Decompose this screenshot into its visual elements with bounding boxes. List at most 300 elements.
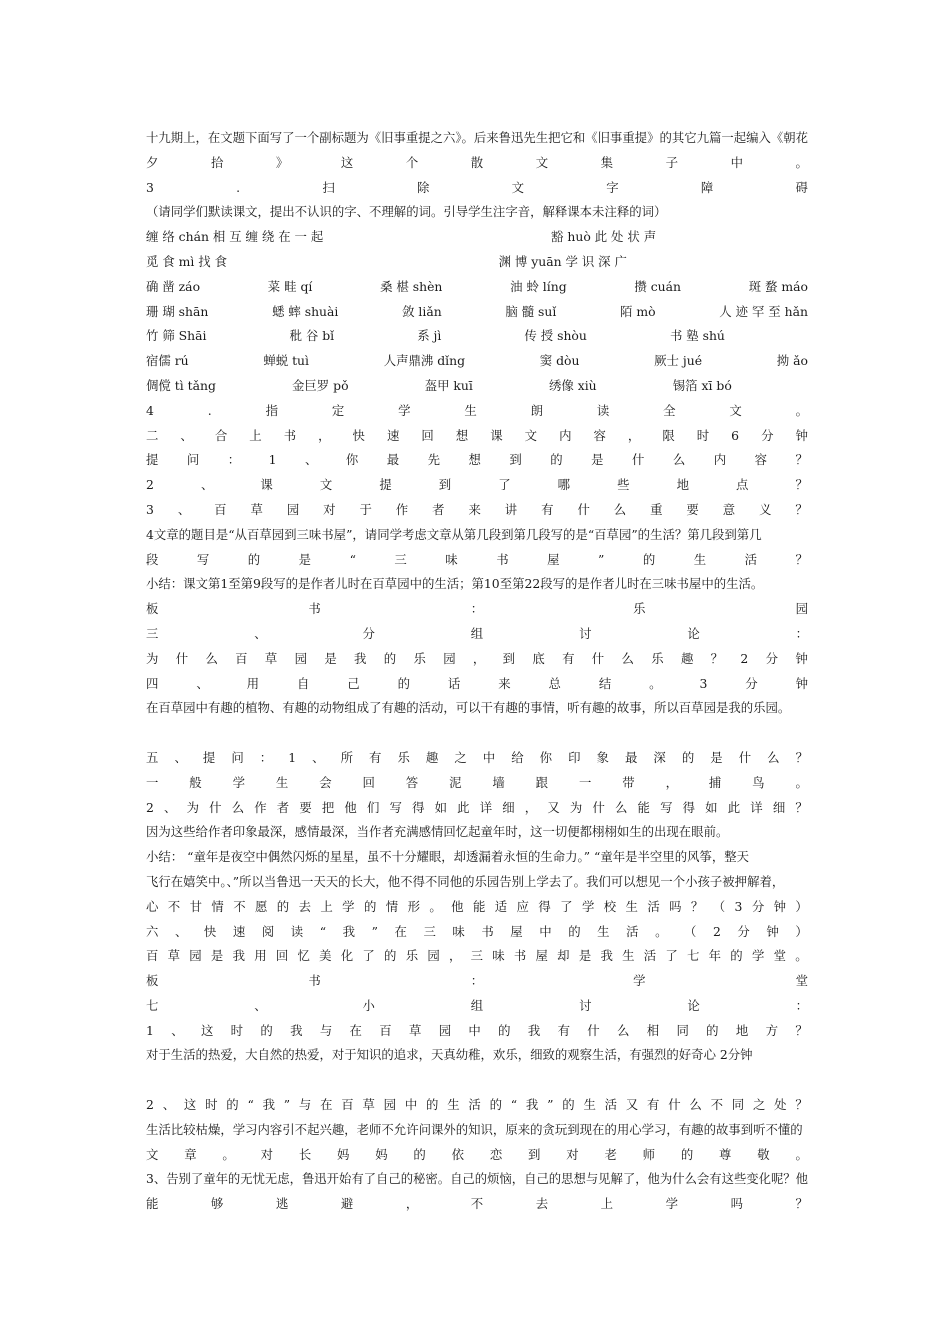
text-token: 什: [577, 501, 590, 517]
text-token: 个: [405, 154, 419, 170]
text-token: 、: [174, 923, 188, 939]
text-token: 老: [604, 1146, 617, 1162]
text-token: 活: [468, 1097, 481, 1113]
text-token: 百: [341, 1097, 354, 1113]
text-token: 他: [451, 898, 464, 914]
text-token: 想: [455, 427, 469, 443]
text-token: 对: [323, 501, 336, 517]
vocab-row: [146, 300, 808, 325]
text-token: 有: [541, 501, 554, 517]
text-token: 情: [211, 898, 224, 914]
text-token: 的: [247, 551, 261, 567]
text-token: 、: [162, 1097, 176, 1113]
text-token: ，: [318, 427, 331, 443]
justified-text-line: [146, 796, 808, 821]
text-token: 的: [489, 1097, 502, 1113]
text-token: ，: [627, 427, 641, 443]
text-token: 尊: [719, 1146, 732, 1162]
text-token: 是: [591, 452, 604, 468]
text-token: 书: [308, 973, 321, 989]
text-token: 什: [738, 749, 752, 765]
text-token: 学: [633, 973, 646, 989]
text-token: ，: [405, 1196, 419, 1212]
text-token: 妈: [375, 1146, 388, 1162]
text-token: 、: [174, 749, 187, 765]
text-token: 么: [672, 452, 686, 468]
text-token: 堂: [773, 948, 786, 964]
text-token: 讨: [579, 625, 592, 641]
text-token: 三: [470, 948, 483, 964]
text-token: 有: [369, 749, 382, 765]
text-token: 不: [710, 1097, 723, 1113]
text-token: 二: [146, 427, 159, 443]
justified-text-line: [146, 1143, 808, 1168]
vocab-entry: 窦 dòu: [539, 353, 580, 369]
text-token: 你: [539, 749, 553, 765]
text-token: 相: [646, 1022, 660, 1038]
text-token: 分: [745, 675, 758, 691]
justified-text-line: [146, 473, 808, 498]
text-token: 去: [535, 1196, 549, 1212]
text-token: 美: [319, 948, 332, 964]
text-token: 我: [262, 1097, 275, 1113]
text-token: 的: [426, 1097, 439, 1113]
text-line: [146, 523, 808, 548]
text-token: 乐: [651, 650, 664, 666]
text-token: 意: [722, 501, 736, 517]
vocab-entry: 敛 liǎn: [402, 303, 442, 319]
text-token: 七: [687, 948, 700, 964]
text-line: [146, 1118, 808, 1143]
text-token: 。: [649, 675, 662, 691]
text-token: 细: [502, 799, 515, 815]
justified-text-line: [146, 994, 808, 1019]
text-token: 地: [676, 477, 689, 493]
text-token: 去: [298, 898, 311, 914]
text-token: 活: [744, 551, 757, 567]
text-token: 草: [167, 948, 181, 964]
text-token: 印: [568, 749, 581, 765]
text-token: 得: [412, 799, 425, 815]
text-token: 最: [624, 749, 638, 765]
text-token: 作: [395, 501, 409, 517]
vocab-entry: 菜 畦 qí: [267, 278, 313, 294]
text-token: 、: [171, 1022, 184, 1038]
text-token: 内: [559, 427, 572, 443]
text-token: 我: [290, 1022, 303, 1038]
text-token: 钟: [773, 898, 786, 914]
justified-text-line: [146, 622, 808, 647]
text-token: 小: [362, 997, 375, 1013]
text-token: 园: [383, 1097, 397, 1113]
text-token: 总: [548, 675, 561, 691]
text-token: ：: [470, 601, 484, 617]
text-token: 夕: [146, 154, 159, 170]
text-token: 什: [587, 1022, 600, 1038]
text-token: 他: [344, 799, 357, 815]
text-token: 味: [452, 923, 465, 939]
text-token: 趣: [680, 650, 694, 666]
text-token: 组: [470, 997, 484, 1013]
text-token: 、: [164, 799, 177, 815]
text-token: ？: [795, 1097, 808, 1113]
text-token: 不: [167, 898, 181, 914]
text-token: 这: [200, 1022, 214, 1038]
text-token: 忆: [297, 948, 310, 964]
text-line-content: 在百草园中有趣的植物、有趣的动物组成了有趣的活动，可以干有趣的事情，听有趣的故事，所以百草园是我的乐园。: [146, 700, 791, 716]
text-token: 活: [643, 948, 657, 964]
text-token: 定: [331, 402, 345, 418]
text-token: 学: [342, 898, 355, 914]
text-token: 3: [146, 501, 154, 517]
text-token: 同: [676, 1022, 689, 1038]
text-token: 此: [727, 799, 741, 815]
text-token: 除: [416, 179, 430, 195]
text-token: 如: [705, 799, 718, 815]
text-token: 园: [427, 948, 440, 964]
text-token: 于: [359, 501, 372, 517]
text-token: 什: [592, 799, 605, 815]
text-token: 你: [345, 452, 359, 468]
text-token: 书: [308, 601, 321, 617]
text-token: 园: [438, 1022, 452, 1038]
text-token: 么: [613, 501, 627, 517]
text-token: 校: [603, 898, 617, 914]
text-token: 者: [432, 501, 445, 517]
text-token: 书: [513, 948, 527, 964]
text-token: 快: [352, 427, 365, 443]
text-token: 文: [729, 402, 742, 418]
text-token: 的: [276, 898, 290, 914]
text-token: 的: [730, 948, 743, 964]
text-token: 活: [647, 898, 660, 914]
vocab-entry: 宿儒 rú: [146, 353, 189, 369]
text-token: 先: [427, 452, 441, 468]
text-token: 了: [560, 898, 573, 914]
text-token: 学: [581, 898, 595, 914]
text-token: 2: [146, 1097, 154, 1113]
text-token: 能: [637, 799, 650, 815]
vocab-row: [146, 275, 808, 300]
vocab-entry: 系 jì: [417, 328, 442, 344]
text-token: 屋: [535, 948, 548, 964]
text-token: 4: [146, 402, 154, 418]
text-token: 们: [366, 799, 380, 815]
text-token: 文: [511, 179, 525, 195]
text-token: 生: [597, 923, 610, 939]
text-token: 的: [681, 749, 695, 765]
text-token: 讲: [504, 501, 518, 517]
vocab-entry: 桑 椹 shèn: [380, 278, 443, 294]
text-token: 的: [413, 1146, 426, 1162]
vocab-entry: 豁 huò 此 处 状 声: [551, 229, 657, 245]
text-token: 、: [196, 675, 209, 691]
text-line: [146, 845, 808, 870]
text-token: 到: [502, 650, 516, 666]
text-token: 心: [146, 898, 159, 914]
text-token: ？: [795, 1196, 808, 1212]
text-token: 么: [767, 749, 780, 765]
text-token: 在: [349, 1022, 362, 1038]
text-token: 乐: [633, 601, 646, 617]
text-line-content: 对于生活的热爱，大自然的热爱，对于知识的追求，天真幼稚，欢乐，细致的观察生活，有强烈的好奇心 2分钟: [146, 1047, 753, 1063]
text-token: 不: [233, 898, 246, 914]
vocab-entry: 缠 络 chán 相 互 缠 绕 在 一 起: [146, 229, 324, 245]
text-token: 之: [752, 1097, 766, 1113]
text-token: 。: [429, 898, 442, 914]
text-token: 散: [470, 154, 484, 170]
text-token: 园: [286, 501, 300, 517]
text-token: 容: [754, 452, 768, 468]
text-token: 。: [222, 1146, 235, 1162]
text-token: 有: [562, 650, 575, 666]
text-token: 1: [146, 1022, 154, 1038]
text-token: （: [684, 923, 697, 939]
text-token: 我: [600, 948, 613, 964]
text-token: ？: [795, 799, 808, 815]
text-token: 所: [340, 749, 353, 765]
text-token: 得: [538, 898, 551, 914]
vocab-entry: 陌 mò: [620, 303, 656, 319]
text-token: 得: [682, 799, 696, 815]
text-token: 却: [557, 948, 570, 964]
text-token: 、: [177, 501, 191, 517]
text-token: 中: [468, 1022, 481, 1038]
text-token: 此: [457, 799, 470, 815]
text-token: 时: [205, 1097, 218, 1113]
text-token: 象: [596, 749, 609, 765]
text-token: 组: [470, 625, 484, 641]
text-token: 味: [445, 551, 458, 567]
text-token: 我: [232, 948, 245, 964]
text-token: 回: [421, 427, 434, 443]
text-token: 吗: [669, 898, 682, 914]
vocab-entry: 蟋 蟀 shuài: [272, 303, 339, 319]
vocab-entry: 绣像 xiù: [549, 377, 597, 393]
text-token: ，: [524, 799, 538, 815]
text-token: 课: [490, 427, 503, 443]
text-token: 有: [647, 1097, 660, 1113]
text-token: 己: [347, 675, 360, 691]
text-line: [146, 1043, 808, 1068]
vocab-entry: 油 蛉 líng: [510, 278, 567, 294]
text-token: 又: [547, 799, 560, 815]
text-token: 学: [665, 1196, 679, 1212]
text-token: 堂: [795, 973, 808, 989]
justified-text-line: [146, 399, 808, 424]
text-token: 提: [379, 477, 392, 493]
text-token: 字: [606, 179, 619, 195]
text-token: 的: [226, 1097, 239, 1113]
text-token: 依: [451, 1146, 465, 1162]
text-token: 草: [408, 1022, 422, 1038]
text-token: 地: [735, 1022, 749, 1038]
text-token: 文: [319, 477, 333, 493]
text-token: 化: [340, 948, 354, 964]
text-token: 是: [210, 948, 224, 964]
text-token: 3: [146, 179, 154, 195]
text-token: 对: [566, 1146, 579, 1162]
text-token: 者: [276, 799, 290, 815]
text-token: 的: [562, 1097, 575, 1113]
text-line: [146, 696, 808, 721]
text-token: 读: [596, 402, 610, 418]
justified-text-line: [146, 424, 808, 449]
text-token: 不: [470, 1196, 484, 1212]
text-token: 生: [447, 1097, 460, 1113]
justified-text-line: [146, 944, 808, 969]
vocab-entry: 渊 博 yuān 学 识 深 广: [498, 253, 627, 269]
text-line-content: 小结：课文第1至第9段写的是作者儿时在百草园中的生活；第10至第22段写的是作者儿时在三味书屋中的生活。: [146, 576, 764, 592]
text-token: 生: [583, 1097, 596, 1113]
text-token: 我: [527, 1022, 541, 1038]
text-token: 讨: [579, 997, 592, 1013]
text-token: 阅: [261, 923, 275, 939]
text-token: 段: [146, 551, 159, 567]
text-token: 么: [614, 799, 628, 815]
text-token: 、: [254, 997, 267, 1013]
vocab-row: [146, 250, 808, 275]
text-token: 为: [146, 650, 159, 666]
text-token: 三: [146, 625, 159, 641]
text-token: 2: [146, 799, 154, 815]
text-token: 一: [146, 774, 159, 790]
text-token: 提: [202, 749, 216, 765]
text-token: 是: [298, 551, 312, 567]
text-token: 、: [200, 477, 214, 493]
text-token: 子: [665, 154, 679, 170]
text-token: 分: [362, 625, 375, 641]
text-token: 的: [384, 948, 397, 964]
text-token: ？: [795, 1022, 808, 1038]
text-token: 答: [405, 774, 419, 790]
text-token: 2: [712, 923, 721, 939]
text-token: 了: [362, 948, 375, 964]
text-token: 文: [146, 1146, 159, 1162]
text-line: [146, 870, 808, 895]
text-token: 上: [600, 1196, 614, 1212]
text-token: 这: [340, 154, 354, 170]
justified-text-line: [146, 1093, 808, 1118]
text-token: 中: [539, 923, 552, 939]
text-line: [146, 820, 808, 845]
text-token: 容: [593, 427, 606, 443]
text-token: 、: [180, 427, 193, 443]
text-token: 泥: [449, 774, 462, 790]
text-token: 我: [354, 650, 367, 666]
text-token: 趣: [425, 749, 439, 765]
text-token: 、: [312, 749, 325, 765]
text-token: 课: [260, 477, 273, 493]
vocab-entry: 竹 筛 Shāi: [146, 328, 207, 344]
text-token: ：: [795, 997, 808, 1013]
text-token: 长: [298, 1146, 312, 1162]
text-token: 敬: [757, 1146, 770, 1162]
text-token: 钟: [795, 427, 808, 443]
text-token: 六: [146, 923, 159, 939]
text-token: 详: [479, 799, 493, 815]
text-token: 三: [394, 551, 407, 567]
text-token: 与: [319, 1022, 333, 1038]
text-token: 钟: [795, 675, 808, 691]
text-token: 1: [288, 749, 297, 765]
text-token: 这: [183, 1097, 197, 1113]
vocab-entry: 脑 髓 suǐ: [505, 303, 557, 319]
text-token: 提: [146, 452, 159, 468]
text-token: “: [510, 1097, 518, 1113]
text-token: 情: [385, 898, 399, 914]
text-token: 作: [254, 799, 267, 815]
text-token: 草: [264, 650, 278, 666]
text-token: 扫: [322, 179, 335, 195]
text-token: 写: [196, 551, 210, 567]
text-line-content: 3、告别了童年的无忧无虑，鲁迅开始有了自己的秘密。自己的烦恼，自己的思想与见解了，他为什么会有这些变化呢？他: [146, 1171, 808, 1187]
text-token: 用: [246, 675, 260, 691]
text-token: 6: [731, 427, 740, 443]
text-token: 章: [184, 1146, 197, 1162]
text-token: 园: [443, 650, 456, 666]
text-token: 。: [655, 923, 668, 939]
text-token: 学: [398, 402, 411, 418]
text-token: 在: [394, 923, 407, 939]
text-token: 要: [299, 799, 312, 815]
text-token: ：: [470, 973, 484, 989]
text-token: 的: [397, 675, 410, 691]
text-token: 会: [319, 774, 332, 790]
text-token: 到: [528, 1146, 541, 1162]
text-token: 什: [175, 650, 189, 666]
text-token: ，: [665, 774, 678, 790]
text-token: 跟: [535, 774, 549, 790]
text-token: 处: [774, 1097, 787, 1113]
text-token: 3: [699, 675, 708, 691]
text-token: 草: [362, 1097, 375, 1113]
text-token: .: [207, 402, 212, 418]
text-token: 百: [235, 650, 248, 666]
justified-text-line: [146, 176, 808, 201]
vocab-entry: 盔甲 kuī: [424, 377, 473, 393]
text-token: 园: [795, 601, 808, 617]
text-token: 对: [260, 1146, 273, 1162]
text-token: 上: [320, 898, 333, 914]
text-token: ？: [795, 749, 808, 765]
text-token: 四: [146, 675, 159, 691]
text-token: 是: [710, 749, 723, 765]
text-token: 给: [511, 749, 524, 765]
text-token: 3: [734, 898, 743, 914]
text-token: 为: [569, 799, 583, 815]
text-token: “: [319, 923, 327, 939]
text-token: ？: [795, 501, 808, 517]
text-token: 内: [713, 452, 727, 468]
text-token: 有: [557, 1022, 570, 1038]
text-token: 够: [210, 1196, 224, 1212]
text-token: ？: [795, 452, 808, 468]
text-token: 么: [617, 1022, 630, 1038]
text-token: ，: [472, 650, 486, 666]
justified-text-line: [146, 647, 808, 672]
text-line-content: 小结： “童年是夜空中偶然闪烁的星星，虽不十分耀眼，却透漏着永恒的生命力。” “童年是半空里的风筝，整天: [146, 849, 750, 865]
text-token: 乐: [397, 749, 410, 765]
text-token: （: [712, 898, 726, 914]
vocab-entry: 传 授 shòu: [524, 328, 587, 344]
vocab-entry: 倜傥 tì tǎng: [146, 377, 216, 393]
text-token: 。: [795, 402, 808, 418]
text-token: 学: [751, 948, 765, 964]
text-token: 应: [516, 898, 529, 914]
text-token: 文: [524, 427, 538, 443]
text-token: 2: [146, 477, 154, 493]
